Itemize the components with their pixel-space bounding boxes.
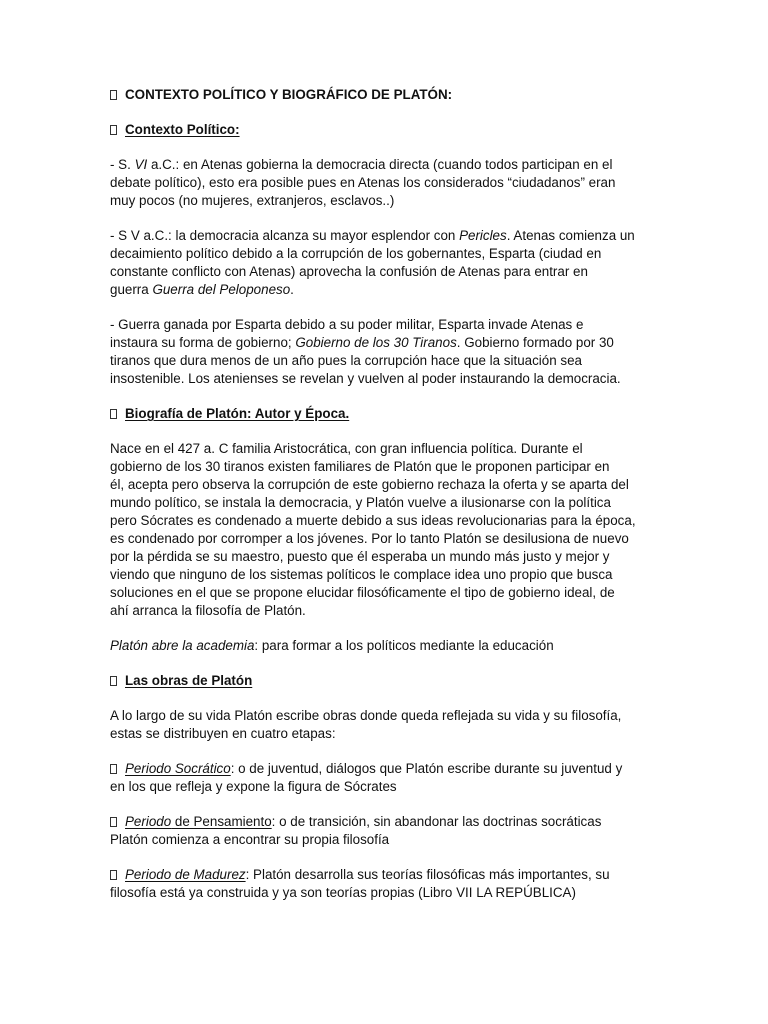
text-run: : para formar a los políticos mediante la educación [254, 638, 554, 653]
section-heading-obras [110, 672, 670, 690]
text-line: estas se distribuyen en cuatro etapas: [110, 726, 336, 741]
document-body [110, 86, 670, 919]
etapa-label: de Pensamiento [171, 814, 272, 829]
italic-run: Pericles [459, 228, 507, 243]
missing-glyph-icon [110, 676, 117, 686]
section-heading-biografia [110, 405, 670, 423]
text-line: viendo que ninguno de los sistemas políticos le complace idea uno propio que busca [110, 567, 613, 582]
text-run: a.C.: en Atenas gobierna la democracia directa (cuando todos participan en el [147, 157, 613, 172]
text-run: . [290, 282, 294, 297]
missing-glyph-icon [110, 125, 117, 135]
text-run: instaura su forma de gobierno; [110, 335, 296, 350]
text-line: él, acepta pero observa la corrupción de este gobierno rechaza la oferta y se aparta del [110, 477, 629, 492]
missing-glyph-icon [110, 409, 117, 419]
text-run: - S V a.C.: la democracia alcanza su mayor esplendor con [110, 228, 460, 243]
text-run: guerra [110, 282, 153, 297]
text-run: : Platón desarrolla sus teorías filosóficas más importantes, su [245, 867, 610, 882]
paragraph-siglo-vi [110, 156, 670, 210]
text-line [110, 334, 670, 352]
text-line: debate político), esto era posible pues en Atenas los considerados “ciudadanos” eran [110, 175, 616, 190]
text-run: . Gobierno formado por 30 [456, 335, 614, 350]
text-line [110, 281, 670, 299]
text-line [110, 760, 670, 778]
text-run: - S. [110, 157, 135, 172]
etapa-item [110, 760, 670, 796]
text-line: ahí arranca la filosofía de Platón. [110, 603, 306, 618]
text-line: insostenible. Los atenienses se revelan y vuelven al poder instaurando la democracia. [110, 371, 621, 386]
italic-run: Platón abre la academia [110, 638, 255, 653]
text-run: . Atenas comienza un [506, 228, 635, 243]
etapa-label: Periodo de Madurez [125, 867, 246, 882]
text-line: tiranos que dura menos de un año pues la corrupción hace que la situación sea [110, 353, 582, 368]
etapa-label: Periodo [125, 814, 172, 829]
text-line: en los que refleja y expone la figura de Sócrates [110, 779, 397, 794]
italic-run: VI [134, 157, 148, 172]
text-line: constante conflicto con Atenas) aprovecha la confusión de Atenas para entrar en [110, 264, 588, 279]
etapa-label: Periodo Socrático [125, 761, 231, 776]
text-line: filosofía está ya construida y ya son teorías propias (Libro VII LA REPÚBLICA) [110, 885, 576, 900]
paragraph-obras-intro [110, 707, 670, 743]
text-line: A lo largo de su vida Platón escribe obras donde queda reflejada su vida y su filosofía, [110, 708, 622, 723]
section-heading-text: Biografía de Platón: Autor y Época. [125, 406, 350, 421]
paragraph-biografia [110, 440, 670, 620]
section-heading-text: Contexto Político: [125, 122, 240, 137]
text-line: mundo político, se instala la democracia, y Platón vuelve a ilusionarse con la política [110, 495, 611, 510]
etapa-item [110, 813, 670, 849]
text-line: pero Sócrates es condenado a muerte debido a sus ideas revolucionarias para la época, [110, 513, 636, 528]
section-heading-text: Las obras de Platón [125, 673, 253, 688]
missing-glyph-icon [110, 764, 117, 774]
text-run: : o de transición, sin abandonar las doctrinas socráticas [271, 814, 602, 829]
section-heading-contexto [110, 121, 670, 139]
text-line: Platón comienza a encontrar su propia filosofía [110, 832, 390, 847]
text-line [110, 813, 670, 831]
page-title-text: CONTEXTO POLÍTICO Y BIOGRÁFICO DE PLATÓN: [125, 87, 453, 102]
etapa-item [110, 866, 670, 902]
text-line: por la pérdida se su maestro, puesto que él esperaba un mundo más justo y mejor y [110, 549, 610, 564]
missing-glyph-icon [110, 870, 117, 880]
paragraph-academia [110, 637, 670, 655]
text-line: soluciones en el que se propone elucidar filosóficamente el tipo de gobierno ideal, de [110, 585, 615, 600]
italic-run: Guerra del Peloponeso [152, 282, 291, 297]
text-line [110, 156, 670, 174]
text-line: Nace en el 427 a. C familia Aristocrática, con gran influencia política. Durante el [110, 441, 583, 456]
italic-run: Gobierno de los 30 Tiranos [295, 335, 457, 350]
text-line: muy pocos (no mujeres, extranjeros, esclavos..) [110, 193, 395, 208]
text-line [110, 637, 670, 655]
text-line [110, 866, 670, 884]
missing-glyph-icon [110, 90, 117, 100]
text-line: gobierno de los 30 tiranos existen familiares de Platón que le proponen participar en [110, 459, 610, 474]
text-run: : o de juventud, diálogos que Platón escribe durante su juventud y [230, 761, 623, 776]
text-line: es condenado por corromper a los jóvenes. Por lo tanto Platón se desilusiona de nuevo [110, 531, 629, 546]
page-title [110, 86, 670, 104]
text-line: decaimiento político debido a la corrupción de los gobernantes, Esparta (ciudad en [110, 246, 602, 261]
text-line [110, 227, 670, 245]
paragraph-guerra [110, 316, 670, 388]
missing-glyph-icon [110, 817, 117, 827]
paragraph-siglo-v [110, 227, 670, 299]
text-line: - Guerra ganada por Esparta debido a su poder militar, Esparta invade Atenas e [110, 317, 584, 332]
